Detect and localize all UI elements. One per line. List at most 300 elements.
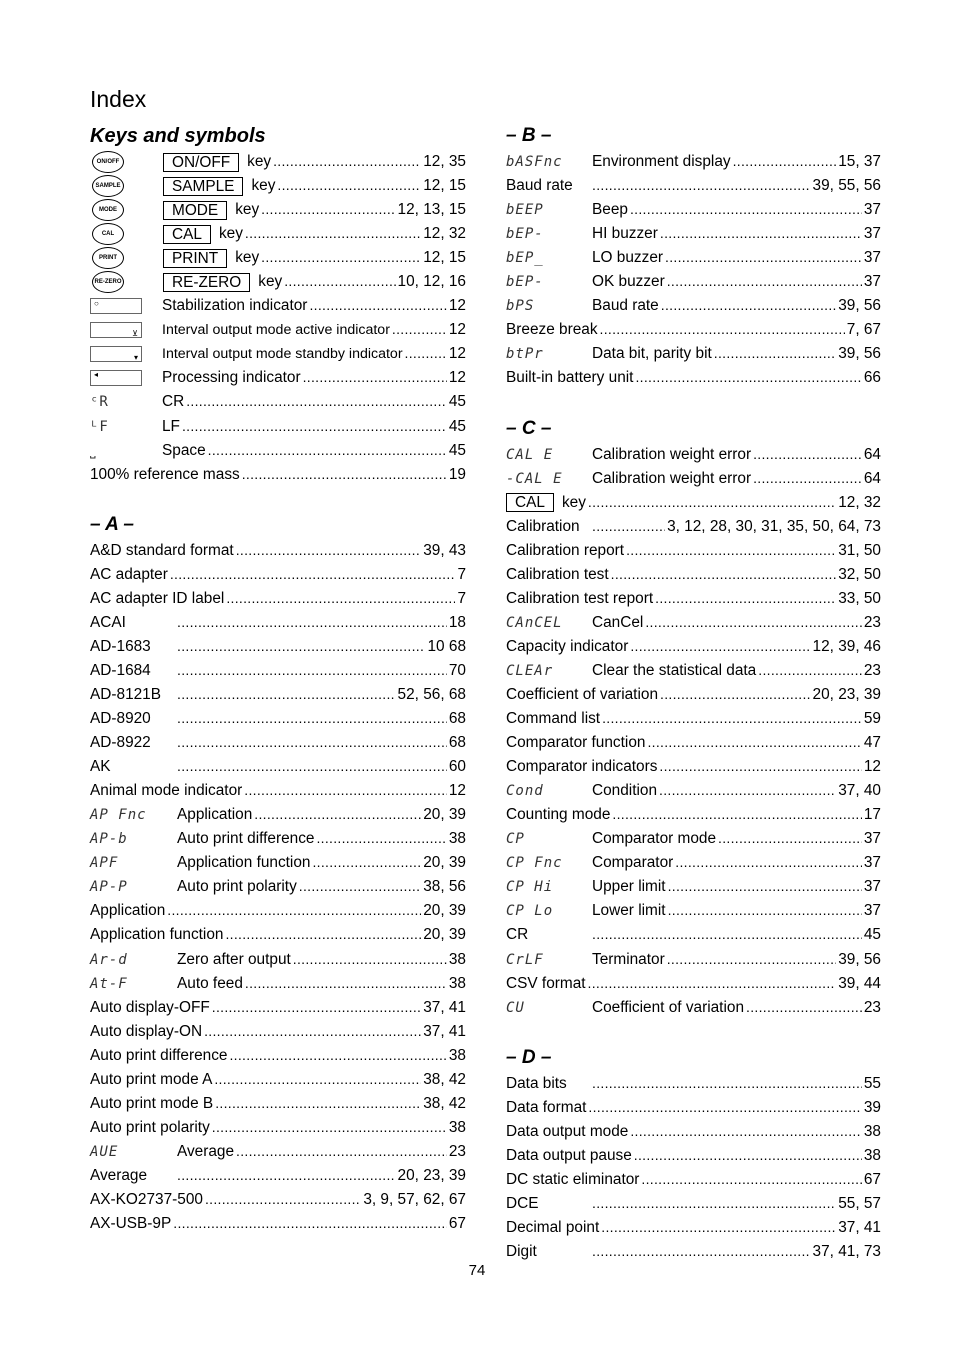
lcd-symbol: bPS — [506, 298, 535, 315]
entry-label: Interval output mode standby indicator — [162, 346, 403, 363]
page-refs: 23 — [863, 661, 881, 679]
page-refs: 45 — [863, 926, 881, 944]
key-suffix: key — [235, 249, 260, 267]
index-entry — [506, 174, 881, 198]
lcd-symbol: btPr — [506, 346, 544, 363]
leader-dots — [758, 663, 862, 679]
index-entry — [506, 563, 881, 587]
leader-dots — [244, 783, 447, 799]
index-entry — [506, 827, 881, 851]
entry-label: Upper limit — [592, 878, 666, 896]
index-entry — [506, 707, 881, 731]
key-entry — [90, 246, 466, 270]
page-refs: 67 — [448, 1215, 466, 1233]
entry-label: Auto print polarity — [177, 878, 297, 896]
index-entry — [506, 1240, 881, 1264]
page-refs: 37, 40 — [838, 782, 881, 800]
page-refs: 52, 56, 68 — [397, 686, 466, 703]
page-refs: 37, 41 — [838, 1218, 881, 1236]
index-entry — [90, 731, 466, 755]
entry-label: AD-1684 — [90, 661, 151, 679]
key-label: CAL — [506, 493, 554, 512]
entry-label: Lower limit — [592, 902, 666, 920]
leader-dots — [668, 879, 862, 895]
entry-label: Baud rate — [592, 297, 659, 315]
entry-label: Decimal point — [506, 1218, 600, 1236]
page-refs: 45 — [448, 441, 466, 459]
index-entry — [506, 1072, 881, 1096]
leader-dots — [592, 178, 811, 194]
page-refs: 47 — [863, 734, 881, 752]
print-key-icon: PRINT — [92, 247, 124, 269]
page-refs: 12, 39, 46 — [812, 637, 881, 655]
key-entry — [90, 150, 466, 174]
entry-label: Calibration report — [506, 541, 625, 559]
page-refs: 12 — [448, 321, 466, 339]
index-entry — [506, 539, 881, 563]
entry-label: Coefficient of variation — [506, 686, 658, 703]
page-refs: 60 — [448, 758, 466, 776]
lcd-symbol: CU — [506, 999, 525, 1016]
leader-dots — [177, 687, 396, 703]
leader-dots — [225, 927, 421, 943]
index-entry — [506, 659, 881, 683]
entry-label: Built-in battery unit — [506, 369, 634, 387]
leader-dots — [660, 226, 862, 242]
leader-dots — [167, 903, 421, 919]
index-entry — [506, 731, 881, 755]
key-label: CAL — [163, 225, 211, 244]
page-refs: 31, 50 — [838, 541, 881, 559]
index-entry — [90, 972, 466, 996]
entry-label: Data output pause — [506, 1146, 632, 1164]
lcd-symbol: bEP_ — [506, 250, 544, 267]
sample-key-icon: SAMPLE — [92, 175, 124, 197]
page-refs: 55, 57 — [838, 1194, 881, 1212]
right-column — [506, 122, 881, 1264]
symbol-entry — [90, 415, 466, 439]
leader-dots — [612, 807, 861, 823]
index-entry — [506, 318, 881, 342]
entry-label: Animal mode indicator — [90, 782, 243, 800]
leader-dots — [177, 663, 447, 679]
index-entry — [90, 948, 466, 972]
page-refs: 18 — [448, 613, 466, 631]
leader-dots — [630, 202, 862, 218]
entry-label: A&D standard format — [90, 541, 234, 559]
index-entry — [90, 803, 466, 827]
entry-label: Comparator mode — [592, 830, 717, 848]
index-entry — [506, 1216, 881, 1240]
page-refs: 38, 42 — [423, 1070, 466, 1088]
entry-label: Auto display-ON — [90, 1022, 203, 1040]
entry-label: Auto feed — [177, 974, 243, 992]
stabilization-indicator-icon — [90, 298, 142, 314]
leader-dots — [293, 952, 447, 968]
on-off-key-icon: ON/OFF — [92, 151, 124, 173]
key-entry — [90, 270, 466, 294]
key-label: RE-ZERO — [163, 273, 250, 292]
entry-label: AK — [90, 758, 111, 776]
leader-dots — [592, 519, 665, 535]
page-refs: 12 — [863, 758, 881, 776]
page-refs: 12 — [448, 345, 466, 363]
leader-dots — [753, 447, 862, 463]
entry-label: Coefficient of variation — [592, 998, 744, 1016]
leader-dots — [212, 1000, 421, 1016]
entry-label: Digit — [506, 1243, 537, 1261]
leader-dots — [592, 1076, 862, 1092]
entry-label: AD-8920 — [90, 710, 151, 728]
page-refs: 12, 15 — [423, 177, 466, 195]
entry-label: Average — [177, 1142, 235, 1160]
key-suffix: key — [247, 153, 272, 171]
page-refs: 33, 50 — [838, 589, 881, 607]
page-refs: 3, 12, 28, 30, 31, 35, 50, 64, 73 — [667, 517, 881, 535]
leader-dots — [205, 1192, 361, 1208]
entry-label: Capacity indicator — [506, 637, 629, 655]
key-entry — [90, 174, 466, 198]
page-refs: 37 — [863, 249, 881, 267]
lcd-symbol: CP Lo — [506, 903, 554, 920]
index-entry — [90, 779, 466, 803]
leader-dots — [588, 976, 837, 992]
page-refs: 7, 67 — [846, 321, 881, 339]
entry-label: Auto print difference — [90, 1046, 228, 1064]
leader-dots — [611, 567, 837, 583]
entry-label: Application function — [90, 926, 224, 944]
key-suffix: key — [218, 225, 243, 243]
index-entry — [506, 948, 881, 972]
page-refs: 12, 13, 15 — [397, 201, 466, 219]
entry-label: CanCel — [592, 613, 644, 631]
lcd-symbol: bEP- — [506, 226, 544, 243]
index-entry — [90, 875, 466, 899]
index-entry — [90, 996, 466, 1020]
index-entry — [506, 587, 881, 611]
index-entry — [90, 1044, 466, 1068]
index-entry — [90, 827, 466, 851]
section-heading-keys: Keys and symbols — [90, 124, 266, 147]
leader-dots — [602, 711, 862, 727]
index-entry — [90, 611, 466, 635]
page-refs: 70 — [448, 661, 466, 679]
leader-dots — [660, 687, 811, 703]
lcd-symbol: -CAL E — [506, 470, 563, 487]
page-refs: 38 — [448, 974, 466, 992]
entry-label: Comparator indicators — [506, 758, 658, 776]
page-refs: 38 — [448, 1118, 466, 1136]
index-entry — [90, 851, 466, 875]
page-refs: 20, 23, 39 — [812, 686, 881, 703]
entry-label: DCE — [506, 1194, 539, 1212]
leader-dots — [746, 1000, 862, 1016]
page-refs: 67 — [863, 1170, 881, 1188]
leader-dots — [641, 1172, 861, 1188]
entry-label: AX-KO2737-500 — [90, 1190, 203, 1208]
leader-dots — [229, 1048, 446, 1064]
lcd-symbol: CAnCEL — [506, 614, 563, 631]
page-refs: 37 — [863, 878, 881, 896]
symbol-glyph: ᶜR — [90, 394, 109, 411]
entry-label: Auto print polarity — [90, 1118, 210, 1136]
key-label: MODE — [163, 201, 227, 220]
leader-dots — [753, 471, 862, 487]
entry-label: Terminator — [592, 950, 665, 968]
leader-dots — [236, 1144, 447, 1160]
leader-dots — [626, 543, 836, 559]
lcd-symbol: CP Hi — [506, 879, 554, 896]
page-refs: 39 — [863, 1098, 881, 1116]
entry-label: Beep — [592, 201, 628, 219]
leader-dots — [668, 903, 862, 919]
entry-label: Space — [162, 441, 206, 459]
key-label: SAMPLE — [163, 177, 243, 196]
section-heading-d: – D – — [506, 1046, 552, 1068]
page-refs: 39, 55, 56 — [812, 177, 881, 195]
entry-label: Calibration test — [506, 565, 609, 583]
index-entry — [506, 851, 881, 875]
leader-dots — [177, 735, 447, 751]
indicator-entry — [90, 342, 466, 366]
entry-label: Condition — [592, 782, 658, 800]
symbol-glyph: ⎵ — [90, 442, 97, 459]
spacer — [506, 390, 881, 414]
leader-dots — [177, 759, 447, 775]
indicator-mark: ◂ — [94, 370, 99, 380]
page-refs: 38 — [448, 950, 466, 968]
entry-label: Auto display-OFF — [90, 998, 210, 1016]
page-title: Index — [90, 86, 147, 112]
index-entry — [90, 563, 466, 587]
lcd-symbol: CP Fnc — [506, 855, 563, 872]
index-entry — [506, 270, 881, 294]
index-entry — [90, 899, 466, 923]
leader-dots — [312, 855, 421, 871]
index-entry — [90, 1068, 466, 1092]
index-entry — [506, 467, 881, 491]
entry-label: Data format — [506, 1098, 587, 1116]
entry-label: Application — [177, 806, 253, 824]
index-entry — [506, 611, 881, 635]
leader-dots — [645, 615, 862, 631]
interval-standby-indicator-icon — [90, 346, 142, 362]
symbol-entry — [90, 390, 466, 414]
page-refs: 68 — [448, 734, 466, 752]
left-column — [90, 122, 466, 1236]
entry-label: Stabilization indicator — [162, 297, 308, 315]
entry-label: Breeze break — [506, 321, 598, 339]
index-entry — [506, 1096, 881, 1120]
processing-indicator-icon — [90, 370, 142, 386]
entry-label: Command list — [506, 710, 601, 728]
leader-dots — [630, 639, 810, 655]
leader-dots — [659, 783, 836, 799]
key-suffix: key — [258, 273, 283, 291]
page-refs: 37 — [863, 273, 881, 291]
lcd-symbol: bEEP — [506, 202, 544, 219]
leader-dots — [177, 711, 447, 727]
page-refs: 37 — [863, 902, 881, 920]
page-refs: 59 — [863, 710, 881, 728]
index-entry — [506, 1120, 881, 1144]
entry-label: AC adapter — [90, 565, 168, 583]
key-label: ON/OFF — [163, 153, 239, 172]
entry-label: key — [561, 493, 586, 511]
page-refs: 38 — [448, 830, 466, 848]
entry-label: OK buzzer — [592, 273, 665, 291]
page-refs: 12, 32 — [423, 225, 466, 243]
page-refs: 39, 43 — [423, 541, 466, 559]
key-suffix: key — [251, 177, 276, 195]
page-refs: 12 — [448, 782, 466, 800]
index-entry — [506, 222, 881, 246]
entry-label: Calibration — [506, 517, 580, 535]
lcd-symbol: CrLF — [506, 951, 544, 968]
entry-label: Calibration weight error — [592, 445, 752, 463]
entry-label: Calibration test report — [506, 589, 654, 607]
index-entry — [506, 683, 881, 707]
lcd-symbol: AP Fnc — [90, 807, 147, 824]
page-refs: 38 — [863, 1122, 881, 1140]
page-refs: 20, 39 — [423, 902, 466, 920]
page-refs: 10 68 — [427, 637, 466, 655]
page-refs: 20, 39 — [423, 926, 466, 944]
page-refs: 45 — [448, 393, 466, 411]
page-refs: 20, 39 — [423, 806, 466, 824]
leader-dots — [405, 346, 447, 362]
entry-label: Auto print mode A — [90, 1070, 213, 1088]
entry-label: Data bit, parity bit — [592, 345, 712, 363]
index-entry — [506, 491, 881, 515]
leader-dots — [208, 443, 447, 459]
leader-dots — [714, 346, 836, 362]
leader-dots — [177, 615, 447, 631]
entry-label: LO buzzer — [592, 249, 664, 267]
leader-dots — [226, 591, 455, 607]
page-refs: 23 — [448, 1142, 466, 1160]
entry-label: Interval output mode active indicator — [162, 322, 390, 339]
leader-dots — [661, 298, 836, 314]
leader-dots — [592, 927, 862, 943]
index-entry — [90, 659, 466, 683]
entry-label: Data bits — [506, 1074, 567, 1092]
leader-dots — [655, 591, 836, 607]
index-entry — [506, 923, 881, 947]
leader-dots — [277, 178, 421, 194]
leader-dots — [186, 394, 447, 410]
page-refs: 37 — [863, 225, 881, 243]
entry-label: HI buzzer — [592, 225, 658, 243]
leader-dots — [634, 1148, 862, 1164]
page-refs: 17 — [863, 806, 881, 824]
index-entry — [90, 463, 466, 487]
index-entry — [90, 1164, 466, 1188]
index-entry — [506, 1168, 881, 1192]
lcd-symbol: CAL E — [506, 446, 554, 463]
leader-dots — [592, 1244, 811, 1260]
section-heading-c: – C – — [506, 417, 552, 439]
leader-dots — [242, 467, 447, 483]
page-refs: 68 — [448, 710, 466, 728]
index-entry — [506, 1192, 881, 1216]
index-entry — [506, 150, 881, 174]
page-refs: 66 — [863, 369, 881, 387]
leader-dots — [273, 154, 421, 170]
entry-label: Environment display — [592, 153, 731, 171]
index-entry — [506, 294, 881, 318]
leader-dots — [659, 759, 861, 775]
indicator-entry — [90, 318, 466, 342]
page-refs: 38 — [448, 1046, 466, 1064]
entry-label: DC static eliminator — [506, 1170, 640, 1188]
page-refs: 32, 50 — [838, 565, 881, 583]
leader-dots — [630, 1124, 862, 1140]
entry-label: CSV format — [506, 974, 586, 992]
page-refs: 37 — [863, 854, 881, 872]
leader-dots — [170, 567, 456, 583]
page-refs: 12, 15 — [423, 249, 466, 267]
leader-dots — [261, 202, 395, 218]
page-refs: 37 — [863, 201, 881, 219]
page-refs: 39, 44 — [838, 974, 881, 992]
page-refs: 39, 56 — [838, 345, 881, 363]
leader-dots — [647, 735, 861, 751]
entry-label: Processing indicator — [162, 369, 301, 387]
entry-label: Clear the statistical data — [592, 661, 757, 679]
leader-dots — [309, 298, 446, 314]
page-refs: 12, 35 — [423, 153, 466, 171]
lcd-symbol: CP — [506, 831, 525, 848]
leader-dots — [667, 274, 862, 290]
entry-label: Comparator — [592, 854, 674, 872]
index-entry — [90, 635, 466, 659]
indicator-entry — [90, 294, 466, 318]
leader-dots — [718, 831, 862, 847]
entry-label: LF — [162, 417, 180, 435]
entry-label: AD-8922 — [90, 734, 151, 752]
index-entry — [506, 443, 881, 467]
page-refs: 7 — [457, 565, 466, 583]
page-refs: 3, 9, 57, 62, 67 — [363, 1190, 466, 1208]
leader-dots — [303, 370, 447, 386]
indicator-entry — [90, 366, 466, 390]
symbol-entry — [90, 439, 466, 463]
spacer — [90, 487, 466, 511]
page-refs: 10, 12, 16 — [397, 273, 466, 291]
entry-label: Average — [90, 1166, 148, 1184]
index-entry — [506, 635, 881, 659]
leader-dots — [588, 1100, 861, 1116]
entry-label: CR — [162, 393, 185, 411]
lcd-symbol: bASFnc — [506, 154, 563, 171]
leader-dots — [299, 879, 421, 895]
leader-dots — [733, 154, 837, 170]
section-heading-a: – A – — [90, 513, 135, 535]
entry-label: AX-USB-9P — [90, 1215, 172, 1233]
page-refs: 55 — [863, 1074, 881, 1092]
page-refs: 64 — [863, 469, 881, 487]
page-refs: 7 — [457, 589, 466, 607]
index-entry — [90, 707, 466, 731]
entry-label: Zero after output — [177, 950, 291, 968]
entry-label: Counting mode — [506, 806, 611, 824]
leader-dots — [284, 274, 395, 290]
index-entry — [90, 1140, 466, 1164]
page-refs: 20, 39 — [423, 854, 466, 872]
leader-dots — [177, 1168, 396, 1184]
page-refs: 20, 23, 39 — [397, 1166, 466, 1184]
